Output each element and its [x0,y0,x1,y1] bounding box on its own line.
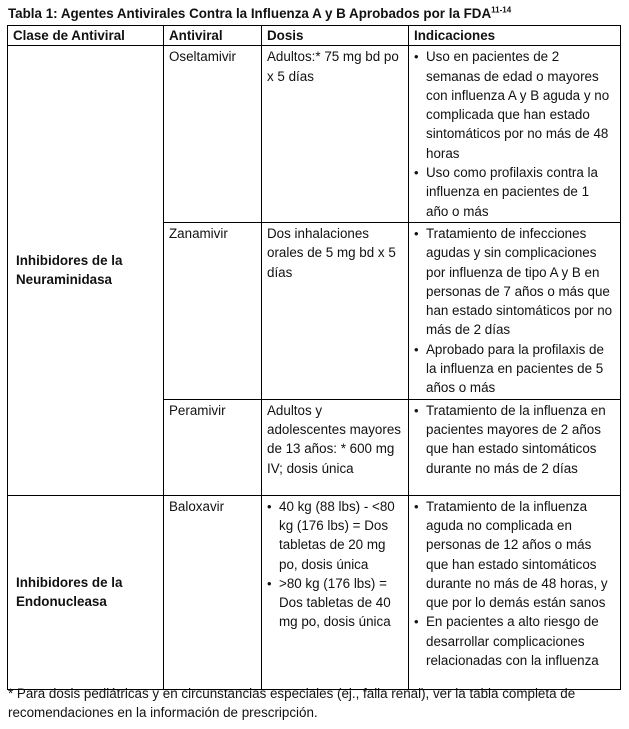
class-cell-neuraminidase: Inhibidores de la Neuraminidasa [8,46,164,495]
antiviral-cell: Peramivir [164,399,262,495]
header-antiviral: Antiviral [164,26,262,46]
indications-list [414,47,615,221]
dose-list [267,497,403,632]
indication-item: • Uso en pacientes de 2 semanas de edad o mayores con influenza A y B aguda y no complicada que han estado sintomáticos por no más de 48 horas [414,47,615,163]
indications-list [414,497,615,671]
table-header-row [8,26,621,46]
title-reference-superscript: 11-14 [491,5,512,15]
table-title-text: Tabla 1: Agentes Antivirales Contra la Influenza A y B Aprobados por la FDA [8,6,492,21]
header-class: Clase de Antiviral [8,26,164,46]
indications-cell [409,495,621,689]
indications-list [414,401,615,478]
header-indications: Indicaciones [409,26,621,46]
footnote: * Para dosis pediátricas y en circunstancias especiales (ej., falla renal), ver la tabla completa de recomendaciones en la información de prescripción. [8,686,576,721]
indication-item: • Tratamiento de la influenza aguda no complicada en personas de 12 años o más que han estado sintomáticos durante no más de 48 horas, y que por lo demás están sanos [414,497,615,613]
indication-item: • Uso como profilaxis contra la influenza en pacientes de 1 año o más [414,163,615,221]
dose-item: • >80 kg (176 lbs) = Dos tabletas de 40 mg po, dosis única [267,574,403,632]
indications-cell [409,222,621,399]
indication-item: • Tratamiento de infecciones agudas y sin complicaciones por influenza de tipo A y B en personas de 7 años o más que han estado sintomáticos por no más de 2 días [414,224,615,340]
indication-item: • Tratamiento de la influenza en pacientes mayores de 2 años que han estado sintomáticos durante no más de 2 días [414,401,615,478]
indications-cell [409,399,621,495]
table-row [8,46,621,223]
indication-item: • Aprobado para la profilaxis de la influenza en pacientes de 5 años o más [414,340,615,398]
dose-item: • 40 kg (88 lbs) - <80 kg (176 lbs) = Dos tabletas de 20 mg po, dosis única [267,497,403,574]
header-dose: Dosis [262,26,409,46]
antiviral-cell: Zanamivir [164,222,262,399]
indication-item: • En pacientes a alto riesgo de desarrollar complicaciones relacionadas con la influenza [414,612,615,670]
antiviral-cell: Baloxavir [164,495,262,689]
indications-cell [409,46,621,223]
antiviral-cell: Oseltamivir [164,46,262,223]
indications-list [414,224,615,398]
class-cell-endonuclease: Inhibidores de la Endonucleasa [8,495,164,689]
dose-cell: Dos inhalaciones orales de 5 mg bd x 5 días [262,222,409,399]
antiviral-table [7,25,621,690]
dose-cell: Adultos:* 75 mg bd po x 5 días [262,46,409,223]
table-title [8,4,511,23]
table-row [8,495,621,689]
dose-cell: Adultos y adolescentes mayores de 13 años: * 600 mg IV; dosis única [262,399,409,495]
dose-cell [262,495,409,689]
